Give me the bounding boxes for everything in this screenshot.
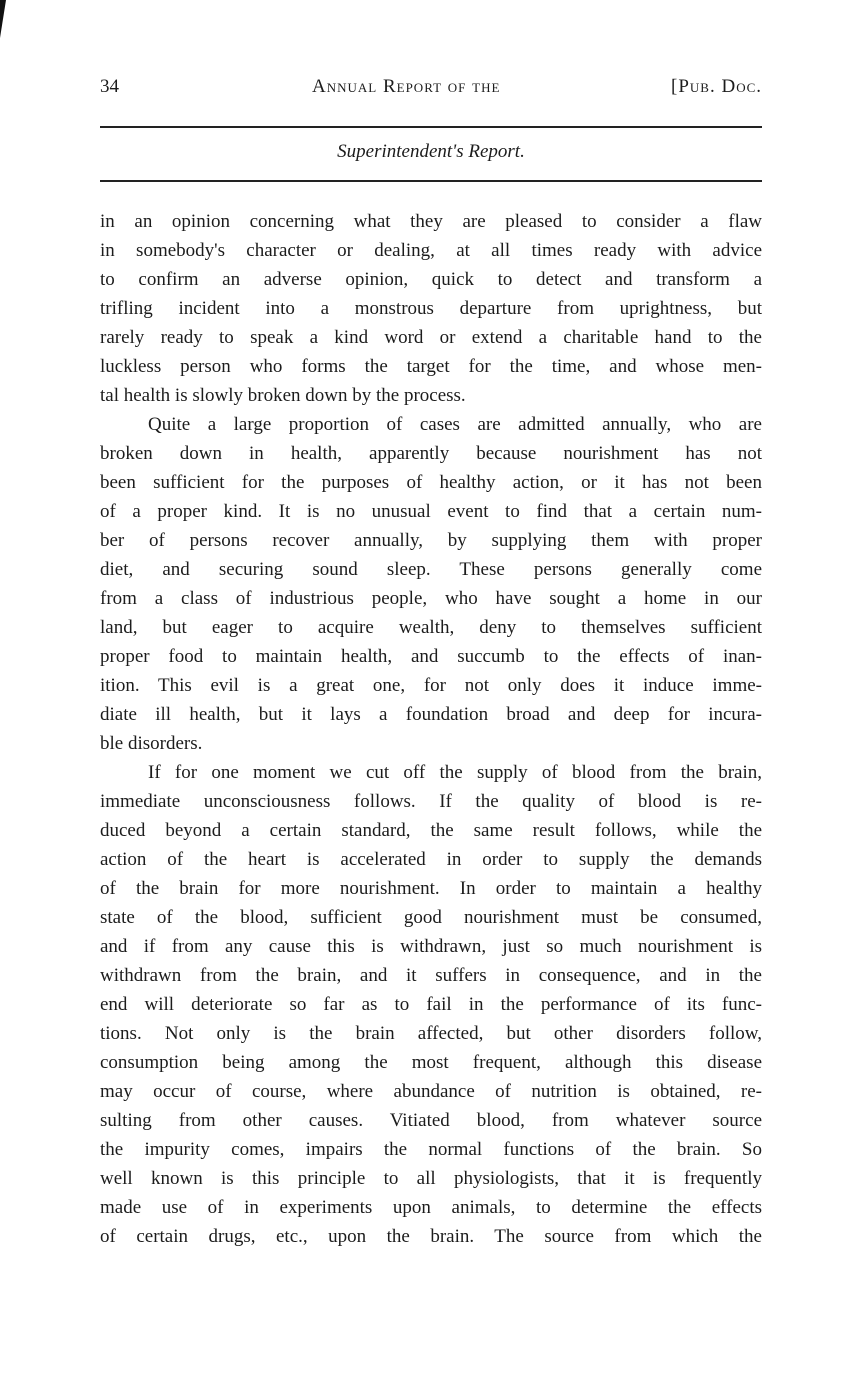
text-line: may occur of course, where abundance of nutrition is obtained, re- bbox=[100, 1081, 762, 1102]
paragraph bbox=[100, 207, 762, 410]
text-line: rarely ready to speak a kind word or extend a charitable hand to the bbox=[100, 327, 762, 348]
text-line: and if from any cause this is withdrawn, just so much nourishment is bbox=[100, 936, 762, 957]
section-title: Superintendent's Report. bbox=[337, 141, 525, 162]
text-line: ble disorders. bbox=[100, 733, 203, 754]
text-line: to confirm an adverse opinion, quick to detect and transform a bbox=[100, 269, 762, 290]
header-rule-bottom bbox=[100, 180, 762, 182]
text-line: diet, and securing sound sleep. These persons generally come bbox=[100, 559, 762, 580]
text-line: trifling incident into a monstrous departure from uprightness, but bbox=[100, 298, 762, 319]
text-line: land, but eager to acquire wealth, deny to themselves sufficient bbox=[100, 617, 762, 638]
text-line: diate ill health, but it lays a foundation broad and deep for incura- bbox=[100, 704, 762, 725]
page-number: 34 bbox=[100, 76, 119, 97]
text-line: of the brain for more nourishment. In order to maintain a healthy bbox=[100, 878, 762, 899]
text-line: end will deteriorate so far as to fail in the performance of its func- bbox=[100, 994, 762, 1015]
text-line: broken down in health, apparently because nourishment has not bbox=[100, 443, 762, 464]
text-line: of certain drugs, etc., upon the brain. The source from which the bbox=[100, 1226, 762, 1247]
text-line: tions. Not only is the brain affected, but other disorders follow, bbox=[100, 1023, 762, 1044]
text-line: ber of persons recover annually, by supplying them with proper bbox=[100, 530, 762, 551]
text-line: sulting from other causes. Vitiated blood, from whatever source bbox=[100, 1110, 762, 1131]
text-line: luckless person who forms the target for the time, and whose men- bbox=[100, 356, 762, 377]
text-line: withdrawn from the brain, and it suffers in consequence, and in the bbox=[100, 965, 762, 986]
text-line: action of the heart is accelerated in order to supply the demands bbox=[100, 849, 762, 870]
text-line: proper food to maintain health, and succumb to the effects of inan- bbox=[100, 646, 762, 667]
text-line: duced beyond a certain standard, the same result follows, while the bbox=[100, 820, 762, 841]
text-line: in an opinion concerning what they are pleased to consider a flaw bbox=[100, 211, 762, 232]
header-rule-top bbox=[100, 126, 762, 128]
running-head bbox=[100, 76, 762, 102]
text-line: the impurity comes, impairs the normal functions of the brain. So bbox=[100, 1139, 762, 1160]
text-line: of a proper kind. It is no unusual event to find that a certain num- bbox=[100, 501, 762, 522]
paragraph bbox=[100, 410, 762, 758]
document-label: [Pub. Doc. bbox=[671, 76, 762, 97]
text-line: If for one moment we cut off the supply of blood from the brain, bbox=[148, 762, 762, 783]
scan-corner-mark bbox=[0, 0, 6, 38]
text-line: immediate unconsciousness follows. If the quality of blood is re- bbox=[100, 791, 762, 812]
paragraph bbox=[100, 758, 762, 1251]
body-text bbox=[100, 207, 762, 1251]
text-line: in somebody's character or dealing, at all times ready with advice bbox=[100, 240, 762, 261]
text-line: from a class of industrious people, who have sought a home in our bbox=[100, 588, 762, 609]
text-line: consumption being among the most frequent, although this disease bbox=[100, 1052, 762, 1073]
text-line: ition. This evil is a great one, for not only does it induce imme- bbox=[100, 675, 762, 696]
text-line: well known is this principle to all physiologists, that it is frequently bbox=[100, 1168, 762, 1189]
text-line: Quite a large proportion of cases are admitted annually, who are bbox=[148, 414, 762, 435]
text-line: been sufficient for the purposes of healthy action, or it has not been bbox=[100, 472, 762, 493]
report-title: Annual Report of the bbox=[312, 76, 501, 97]
text-line: made use of in experiments upon animals, to determine the effects bbox=[100, 1197, 762, 1218]
text-line: tal health is slowly broken down by the process. bbox=[100, 385, 466, 406]
text-line: state of the blood, sufficient good nourishment must be consumed, bbox=[100, 907, 762, 928]
